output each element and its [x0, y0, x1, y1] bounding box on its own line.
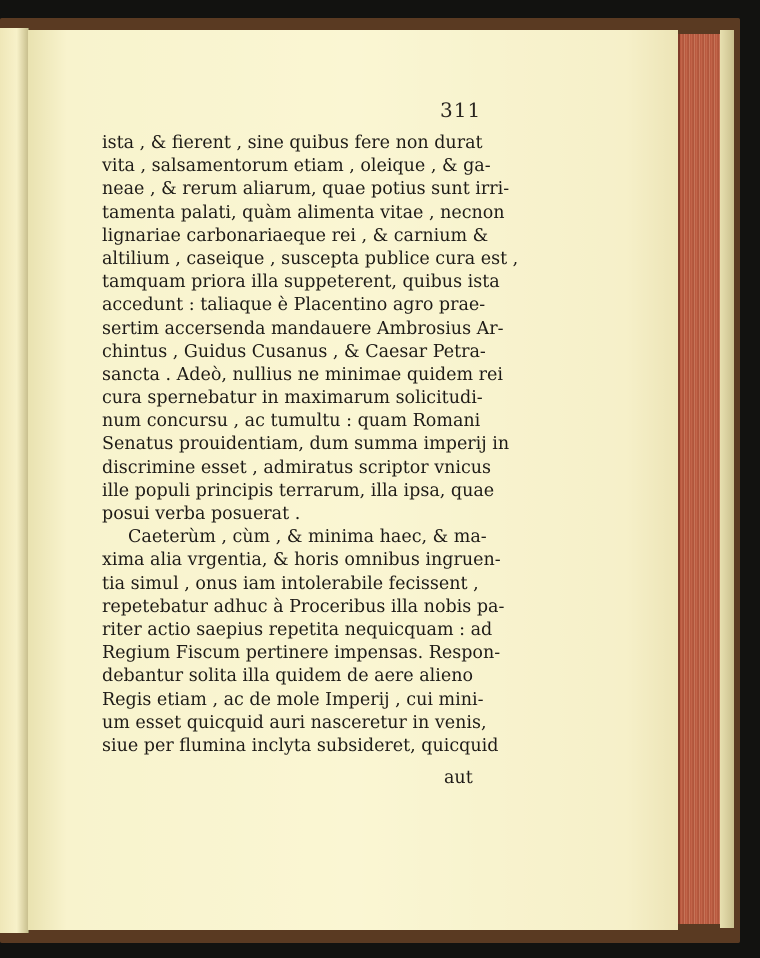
body-text — [102, 132, 519, 758]
text-line: um esset quicquid auri nasceretur in venis, — [102, 712, 487, 733]
text-line: Caeterùm , cùm , & minima haec, & ma- — [128, 527, 487, 548]
text-line: siue per flumina inclyta subsideret, quicquid — [102, 735, 499, 756]
text-line: lignariae carbonariaeque rei , & carnium & — [102, 225, 489, 246]
text-line: repetebatur adhuc à Proceribus illa nobis pa- — [102, 596, 505, 617]
text-line: Regis etiam , ac de mole Imperij , cui mini- — [102, 689, 484, 710]
text-line: sertim accersenda mandauere Ambrosius Ar- — [102, 318, 504, 339]
text-line: sancta . Adeò, nullius ne minimae quidem rei — [102, 364, 503, 385]
text-line: ista , & fierent , sine quibus fere non durat — [102, 133, 483, 153]
catchword: aut — [444, 768, 473, 788]
facing-page-edge — [0, 28, 29, 933]
text-line: neae , & rerum aliarum, quae potius sunt irri- — [102, 179, 510, 200]
text-line: altilium , caseique , suscepta publice cura est , — [102, 248, 519, 269]
text-line: Regium Fiscum pertinere impensas. Respon- — [102, 643, 501, 664]
text-line: chintus , Guidus Cusanus , & Caesar Petra- — [102, 341, 486, 362]
text-line: discrimine esset , admiratus scriptor vnicus — [102, 457, 492, 478]
text-line: cura spernebatur in maximarum solicitudi- — [102, 388, 483, 409]
text-line: posui verba posuerat . — [102, 504, 301, 524]
page-number: 311 — [440, 98, 482, 122]
text-line: tamenta palati, quàm alimenta vitae , necnon — [102, 202, 505, 223]
text-line: Senatus prouidentiam, dum summa imperij in — [102, 434, 510, 455]
page-block-edge-light — [720, 30, 734, 928]
text-line: riter actio saepius repetita nequicquam : ad — [102, 619, 493, 640]
text-line: tamquam priora illa suppeterent, quibus ista — [102, 272, 500, 293]
text-line: ille populi principis terrarum, illa ipsa, quae — [102, 480, 495, 501]
text-line: xima alia vrgentia, & horis omnibus ingruen- — [102, 550, 501, 571]
text-line: num concursu , ac tumultu : quam Romani — [102, 411, 481, 432]
text-line: vita , salsamentorum etiam , oleique , & ga- — [102, 156, 491, 177]
text-line: accedunt : taliaque è Placentino agro prae- — [102, 295, 486, 316]
text-line: debantur solita illa quidem de aere alieno — [102, 666, 473, 687]
text-line: tia simul , onus iam intolerabile fecissent , — [102, 573, 479, 594]
